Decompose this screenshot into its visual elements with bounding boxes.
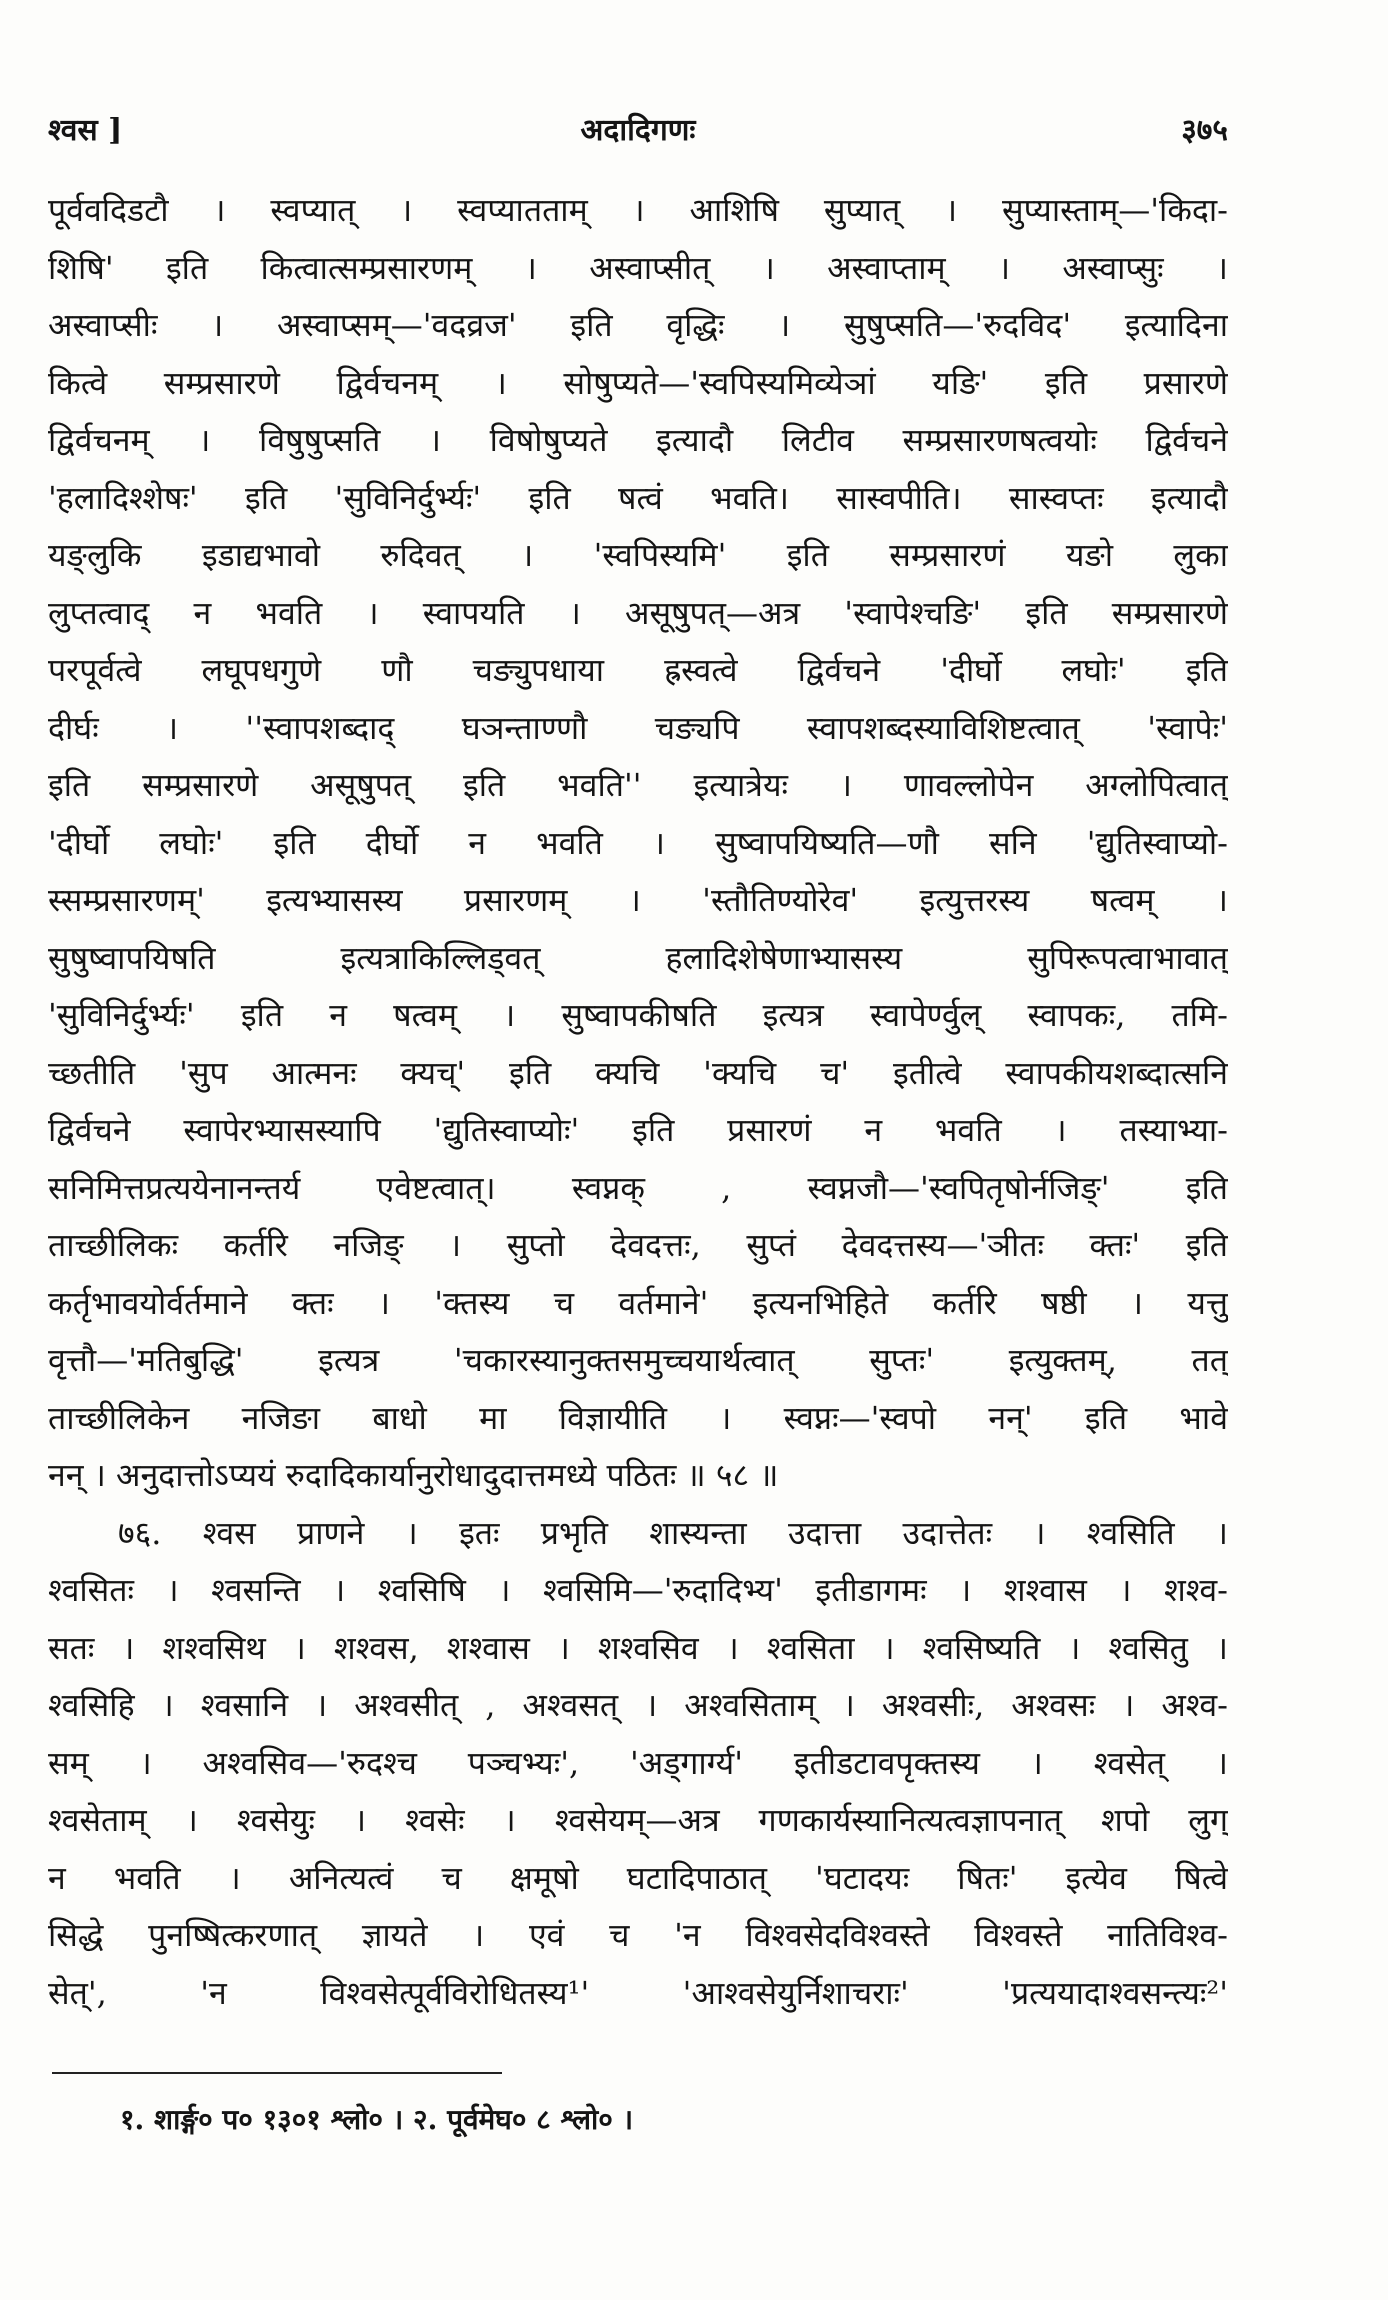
text-line: सम् । अश्वसिव—'रुदश्च पञ्चभ्यः', 'अड्गार्ग्य' इतीडटावपृक्तस्य । श्वसेत् । [48, 1743, 1228, 1782]
text-line: दीर्घः । ''स्वापशब्दाद् घञन्ताण्णौ चङ्यपि स्वापशब्दस्याविशिष्टत्वात् 'स्वापेः' [48, 708, 1228, 747]
footnotes: १. शार्ङ्ग० प० १३०१ श्लो० । २. पूर्वमेघ० ८ श्लो० । [120, 2103, 634, 2136]
paragraph-end-line: नन् । अनुदात्तोऽप्ययं रुदादिकार्यानुरोधादुदात्तमध्ये पठितः ॥ ५८ ॥ [48, 1456, 779, 1494]
header-chapter-title: अदादिगणः [580, 113, 696, 148]
text-line: श्वसिहि । श्वसानि । अश्वसीत् , अश्वसत् । अश्वसिताम् । अश्वसीः, अश्वसः । अश्व- [48, 1686, 1228, 1724]
text-line: 'सुविनिर्दुर्भ्यः' इति न षत्वम् । सुष्वापकीषति इत्यत्र स्वापेर्ण्वुल् स्वापकः, तमि- [48, 996, 1228, 1034]
text-line: स्सम्प्रसारणम्' इत्यभ्यासस्य प्रसारणम् । 'स्तौतिण्योरेव' इत्युत्तरस्य षत्वम् । [48, 881, 1228, 919]
text-line: ताच्छीलिकेन नजिङा बाधो मा विज्ञायीति । स्वप्नः—'स्वपो नन्' इति भावे [48, 1398, 1228, 1437]
paragraph-start-line: ७६. श्वस प्राणने । इतः प्रभृति शास्यन्ता उदात्ता उदात्तेतः । श्वसिति । [118, 1513, 1228, 1552]
text-line: सिद्धे पुनष्षित्करणात् ज्ञायते । एवं च 'न विश्वसेदविश्वस्ते विश्वस्ते नातिविश्व- [48, 1916, 1228, 1954]
header-root: श्वस ] [48, 113, 123, 148]
text-line: कर्तृभावयोर्वर्तमाने क्तः । 'क्तस्य च वर्तमाने' इत्यनभिहिते कर्तरि षष्ठी । यत्तु [48, 1283, 1228, 1322]
page-number: ३७५ [1181, 113, 1228, 148]
text-line: इति सम्प्रसारणे असूषुपत् इति भवति'' इत्यात्रेयः । णावल्लोपेन अग्लोपित्वात् [48, 766, 1228, 804]
text-line: द्विर्वचनम् । विषुषुप्सति । विषोषुप्यते इत्यादौ लिटीव सम्प्रसारणषत्वयोः द्विर्वचने [48, 421, 1228, 459]
text-line: सतः । शश्वसिथ । शश्वस, शश्वास । शश्वसिव । श्वसिता । श्वसिष्यति । श्वसितु । [48, 1628, 1228, 1667]
text-line: 'दीर्घो लघोः' इति दीर्घो न भवति । सुष्वापयिष्यति—णौ सनि 'द्युतिस्वाप्यो- [48, 823, 1228, 862]
running-header [48, 108, 1228, 158]
text-line: यङ्लुकि इडाद्यभावो रुदिवत् । 'स्वपिस्यमि' इति सम्प्रसारणं यङो लुका [48, 536, 1228, 574]
text-line: सनिमित्तप्रत्ययेनानन्तर्य एवेष्टत्वात्। स्वप्नक् , स्वप्नजौ—'स्वपितृषोर्नजिङ्' इति [48, 1168, 1228, 1207]
text-line: श्वसेताम् । श्वसेयुः । श्वसेः । श्वसेयम्—अत्र गणकार्यस्यानित्यत्वज्ञापनात् शपो लुग् [48, 1801, 1228, 1839]
text-line: सेत्', 'न विश्वसेत्पूर्वविरोधितस्य¹' 'आश्वसेयुर्निशाचराः' 'प्रत्ययादाश्वसन्त्यः²' [48, 1973, 1228, 2012]
text-line: च्छतीति 'सुप आत्मनः क्यच्' इति क्यचि 'क्यचि च' इतीत्वे स्वापकीयशब्दात्सनि [48, 1053, 1228, 1092]
text-line: सुषुष्वापयिषति इत्यत्राकिल्लिड्वत् हलादिशेषेणाभ्यासस्य सुपिरूपत्वाभावात् [48, 938, 1228, 977]
footnote-divider [52, 2072, 502, 2074]
text-line: 'हलादिश्शेषः' इति 'सुविनिर्दुर्भ्यः' इति षत्वं भवति। सास्वपीति। सास्वप्तः इत्यादौ [48, 478, 1228, 517]
text-line: परपूर्वत्वे लघूपधगुणे णौ चङ्युपधाया ह्रस्वत्वे द्विर्वचने 'दीर्घो लघोः' इति [48, 651, 1228, 689]
text-line: शिषि' इति कित्वात्सम्प्रसारणम् । अस्वाप्सीत् । अस्वाप्ताम् । अस्वाप्सुः । [48, 248, 1228, 287]
text-line: पूर्ववदिडटौ । स्वप्यात् । स्वप्यातताम् । आशिषि सुप्यात् । सुप्यास्ताम्—'किदा- [48, 191, 1228, 229]
text-line: द्विर्वचने स्वापेरभ्यासस्यापि 'द्युतिस्वाप्योः' इति प्रसारणं न भवति । तस्याभ्या- [48, 1111, 1228, 1149]
text-line: लुप्तत्वाद् न भवति । स्वापयति । असूषुपत्—अत्र 'स्वापेश्चङि' इति सम्प्रसारणे [48, 593, 1228, 632]
text-line: कित्वे सम्प्रसारणे द्विर्वचनम् । सोषुप्यते—'स्वपिस्यमिव्येञां यङि' इति प्रसारणे [48, 363, 1228, 402]
text-line: न भवति । अनित्यत्वं च क्षमूषो घटादिपाठात् 'घटादयः षितः' इत्येव षित्वे [48, 1858, 1228, 1897]
text-line: ताच्छीलिकः कर्तरि नजिङ् । सुप्तो देवदत्तः, सुप्तं देवदत्तस्य—'ञीतः क्तः' इति [48, 1226, 1228, 1264]
text-line: श्वसितः । श्वसन्ति । श्वसिषि । श्वसिमि—'रुदादिभ्य' इतीडागमः । शश्वास । शश्व- [48, 1571, 1228, 1609]
text-line: वृत्तौ—'मतिबुद्धि' इत्यत्र 'चकारस्यानुक्तसमुच्चयार्थत्वात् सुप्तः' इत्युक्तम्, तत् [48, 1341, 1228, 1379]
text-line: अस्वाप्सीः । अस्वाप्सम्—'वदव्रज' इति वृद्धिः । सुषुप्सति—'रुदविद' इत्यादिना [48, 306, 1228, 344]
page-body [48, 182, 1228, 2022]
